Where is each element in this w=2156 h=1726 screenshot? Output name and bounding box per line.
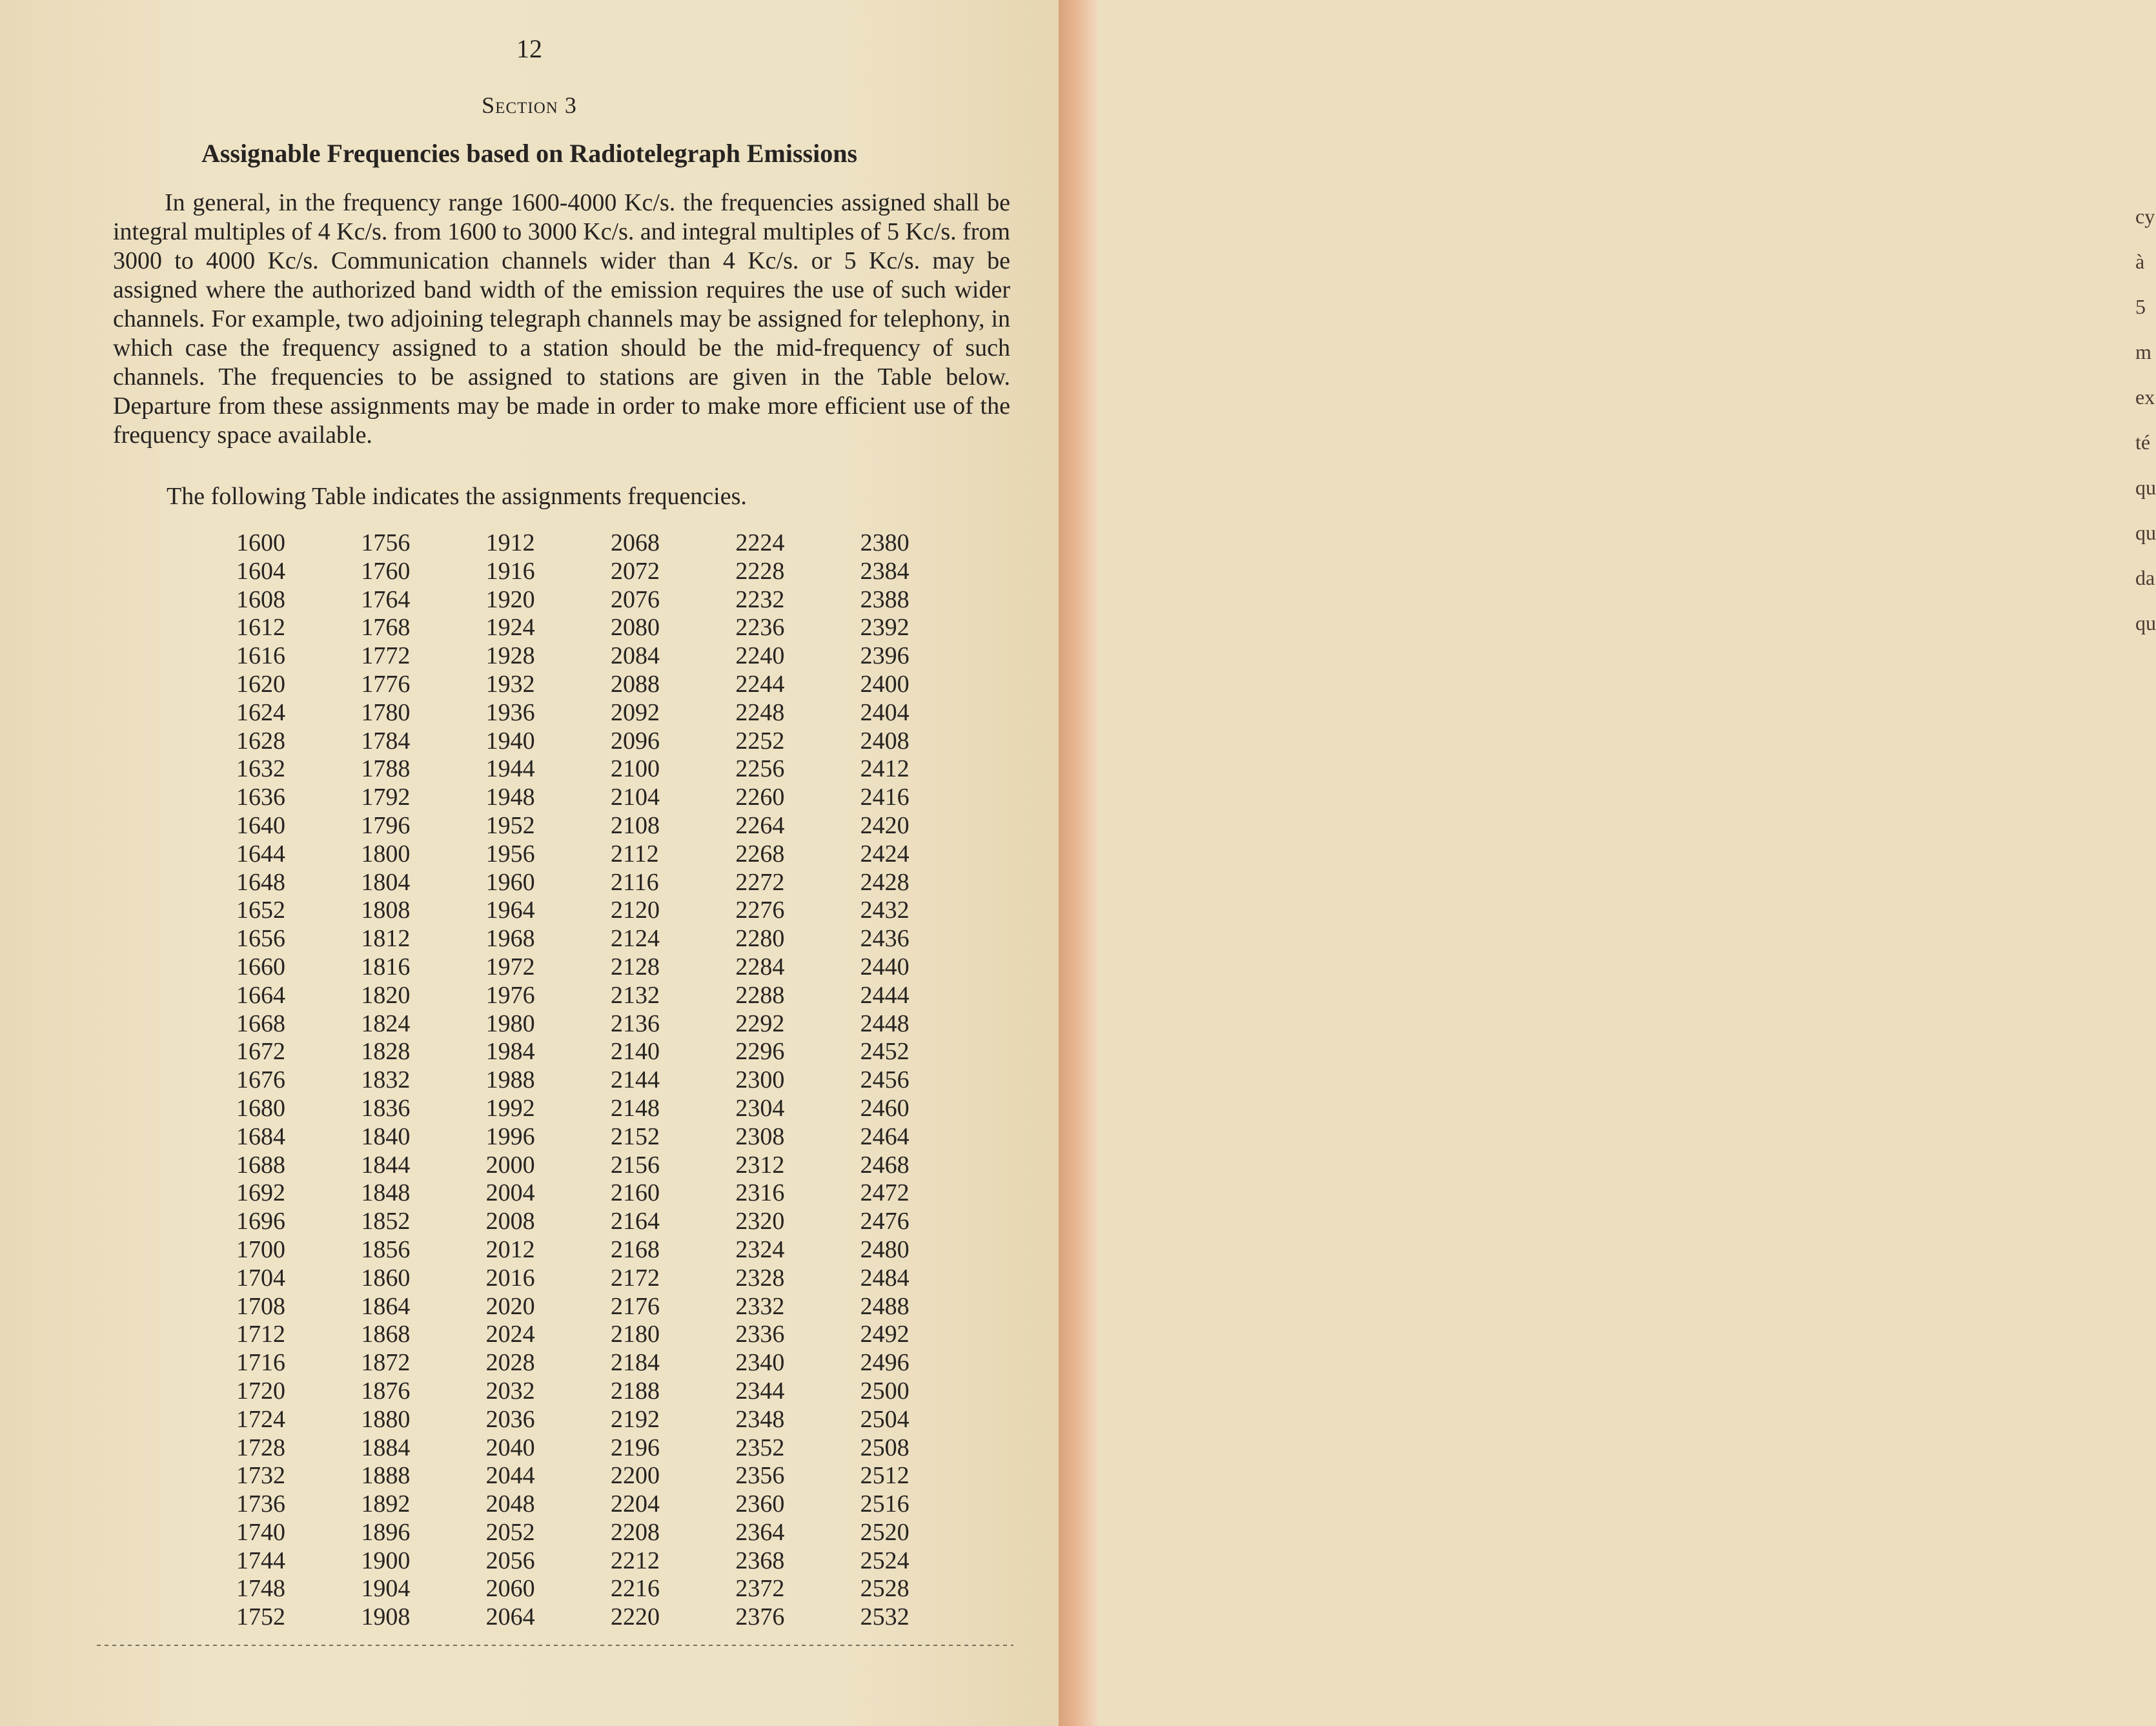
frequency-cell: 2392	[860, 614, 910, 642]
frequency-cell: 1776	[361, 670, 411, 698]
frequency-cell: 2272	[735, 868, 785, 896]
frequency-cell: 1780	[361, 698, 411, 726]
frequency-cell: 2276	[735, 897, 785, 924]
frequency-cell: 2448	[860, 1010, 910, 1037]
frequency-cell: 2172	[610, 1264, 660, 1292]
frequency-cell: 2316	[735, 1179, 785, 1207]
frequency-cell: 2192	[610, 1405, 660, 1433]
frequency-cell: 2168	[610, 1235, 660, 1263]
frequency-cell: 1764	[361, 585, 411, 613]
frequency-cell: 1968	[485, 925, 535, 953]
frequency-cell: 2032	[485, 1377, 535, 1405]
frequency-cell: 2452	[860, 1038, 910, 1066]
frequency-cell: 1956	[485, 840, 535, 868]
frequency-cell: 1748	[236, 1575, 285, 1603]
frequency-cell: 1756	[361, 529, 411, 556]
frequency-cell: 2524	[860, 1547, 910, 1574]
frequency-cell: 1784	[361, 727, 411, 755]
frequency-cell: 2080	[610, 614, 660, 642]
frequency-cell: 2488	[860, 1292, 910, 1320]
frequency-cell: 2464	[860, 1122, 910, 1150]
frequency-cell: 2064	[485, 1603, 535, 1631]
frequency-cell: 2240	[735, 642, 785, 670]
frequency-cell: 1744	[236, 1547, 285, 1574]
frequency-cell: 2480	[860, 1235, 910, 1263]
frequency-cell: 1928	[485, 642, 535, 670]
frequency-cell: 1808	[361, 897, 411, 924]
frequency-cell: 1708	[236, 1292, 285, 1320]
frequency-cell: 1616	[236, 642, 285, 670]
frequency-cell: 2176	[610, 1292, 660, 1320]
frequency-cell: 2504	[860, 1405, 910, 1433]
frequency-cell: 1944	[485, 755, 535, 783]
frequency-cell: 1648	[236, 868, 285, 896]
frequency-cell: 1768	[361, 614, 411, 642]
frequency-cell: 2188	[610, 1377, 660, 1405]
frequency-cell: 2388	[860, 585, 910, 613]
frequency-cell: 2116	[610, 868, 659, 896]
fragment-text: da	[2135, 566, 2155, 589]
table-column	[611, 529, 735, 1632]
frequency-cell: 1976	[485, 981, 535, 1009]
frequency-cell: 2372	[735, 1575, 785, 1603]
frequency-cell: 2072	[610, 557, 660, 585]
frequency-cell: 2196	[610, 1434, 660, 1461]
frequency-cell: 2048	[485, 1490, 535, 1518]
frequency-cell: 1940	[485, 727, 535, 755]
fragment-text: qu	[2135, 611, 2156, 635]
frequency-cell: 1964	[485, 897, 535, 924]
frequency-cell: 2144	[610, 1066, 660, 1094]
fragment-text: cy	[2135, 205, 2155, 228]
frequency-cell: 1888	[361, 1462, 411, 1490]
frequency-cell: 1736	[236, 1490, 285, 1518]
frequency-cell: 2412	[860, 755, 910, 783]
frequency-cell: 1728	[236, 1434, 285, 1461]
frequency-cell: 1676	[236, 1066, 285, 1094]
frequency-cell: 2444	[860, 981, 910, 1009]
frequency-cell: 2084	[610, 642, 660, 670]
frequency-cell: 2396	[860, 642, 910, 670]
frequency-cell: 2512	[860, 1462, 910, 1490]
section-title: Assignable Frequencies based on Radiotelegraph Emissions	[201, 139, 858, 168]
table-column	[486, 529, 611, 1632]
frequency-cell: 2492	[860, 1321, 910, 1348]
frequency-cell: 2020	[485, 1292, 535, 1320]
frequency-cell: 2264	[735, 811, 785, 839]
frequency-cell: 2040	[485, 1434, 535, 1461]
frequency-cell: 2212	[610, 1547, 660, 1574]
frequency-cell: 2252	[735, 727, 785, 755]
frequency-cell: 1980	[485, 1010, 535, 1037]
frequency-cell: 1972	[485, 953, 535, 980]
frequency-cell: 1952	[485, 811, 535, 839]
table-intro: The following Table indicates the assignments frequencies.	[167, 483, 747, 510]
table-column	[735, 529, 860, 1632]
frequency-cell: 2000	[485, 1151, 535, 1179]
frequency-cell: 2340	[735, 1349, 785, 1377]
frequency-cell: 2104	[610, 784, 660, 811]
frequency-cell: 2232	[735, 585, 785, 613]
frequency-cell: 1892	[361, 1490, 411, 1518]
frequency-cell: 1960	[485, 868, 535, 896]
frequency-cell: 2328	[735, 1264, 785, 1292]
frequency-cell: 2112	[610, 840, 659, 868]
frequency-cell: 2016	[485, 1264, 535, 1292]
frequency-cell: 2416	[860, 784, 910, 811]
page-number: 12	[516, 34, 542, 63]
frequency-cell: 2120	[610, 897, 660, 924]
fragment-text: té	[2135, 431, 2151, 454]
frequency-cell: 2484	[860, 1264, 910, 1292]
frequency-cell: 1740	[236, 1518, 285, 1546]
frequency-cell: 1912	[485, 529, 535, 556]
frequency-cell: 1868	[361, 1321, 411, 1348]
frequency-cell: 2208	[610, 1518, 660, 1546]
frequency-cell: 2204	[610, 1490, 660, 1518]
frequency-cell: 1804	[361, 868, 411, 896]
frequency-cell: 2368	[735, 1547, 785, 1574]
frequency-cell: 1812	[361, 925, 411, 953]
frequency-cell: 2268	[735, 840, 785, 868]
frequency-cell: 1992	[485, 1094, 535, 1122]
frequency-cell: 2224	[735, 529, 785, 556]
frequency-cell: 1600	[236, 529, 285, 556]
frequency-cell: 2136	[610, 1010, 660, 1037]
frequency-cell: 1624	[236, 698, 285, 726]
frequency-cell: 1612	[236, 614, 285, 642]
frequency-cell: 2124	[610, 925, 660, 953]
fragment-text: qu	[2135, 476, 2156, 499]
frequency-cell: 2036	[485, 1405, 535, 1433]
frequency-cell: 2532	[860, 1603, 910, 1631]
frequency-cell: 1696	[236, 1208, 285, 1235]
frequency-cell: 2324	[735, 1235, 785, 1263]
frequency-cell: 2068	[610, 529, 660, 556]
frequency-cell: 2440	[860, 953, 910, 980]
frequency-cell: 2420	[860, 811, 910, 839]
frequency-cell: 1660	[236, 953, 285, 980]
frequency-cell: 2008	[485, 1208, 535, 1235]
fragment-text: m	[2135, 340, 2151, 363]
frequency-cell: 1788	[361, 755, 411, 783]
frequency-cell: 2044	[485, 1462, 535, 1490]
frequency-cell: 1836	[361, 1094, 411, 1122]
frequency-cell: 2380	[860, 529, 910, 556]
frequency-cell: 1608	[236, 585, 285, 613]
frequency-cell: 1656	[236, 925, 285, 953]
frequency-cell: 2160	[610, 1179, 660, 1207]
frequency-cell: 2256	[735, 755, 785, 783]
frequency-table	[236, 529, 985, 1631]
frequency-cell: 1828	[361, 1038, 411, 1066]
frequency-cell: 1824	[361, 1010, 411, 1037]
frequency-cell: 2156	[610, 1151, 660, 1179]
frequency-cell: 2184	[610, 1349, 660, 1377]
frequency-cell: 2092	[610, 698, 660, 726]
frequency-cell: 2332	[735, 1292, 785, 1320]
frequency-cell: 1872	[361, 1349, 411, 1377]
frequency-cell: 1800	[361, 840, 411, 868]
frequency-cell: 2164	[610, 1208, 660, 1235]
frequency-cell: 2376	[735, 1603, 785, 1631]
frequency-cell: 1628	[236, 727, 285, 755]
frequency-cell: 2520	[860, 1518, 910, 1546]
frequency-cell: 2028	[485, 1349, 535, 1377]
frequency-cell: 2528	[860, 1575, 910, 1603]
frequency-cell: 2308	[735, 1122, 785, 1150]
frequency-cell: 1692	[236, 1179, 285, 1207]
frequency-cell: 1724	[236, 1405, 285, 1433]
frequency-cell: 1668	[236, 1010, 285, 1037]
frequency-cell: 1924	[485, 614, 535, 642]
frequency-cell: 1908	[361, 1603, 411, 1631]
frequency-cell: 1732	[236, 1462, 285, 1490]
frequency-cell: 1632	[236, 755, 285, 783]
frequency-cell: 1988	[485, 1066, 535, 1094]
frequency-cell: 2424	[860, 840, 910, 868]
frequency-cell: 2436	[860, 925, 910, 953]
fragment-text: qu	[2135, 521, 2156, 544]
frequency-cell: 2228	[735, 557, 785, 585]
body-paragraph	[113, 188, 1010, 450]
frequency-cell: 1640	[236, 811, 285, 839]
frequency-cell: 1664	[236, 981, 285, 1009]
frequency-cell: 1884	[361, 1434, 411, 1461]
frequency-cell: 1716	[236, 1349, 285, 1377]
frequency-cell: 2200	[610, 1462, 660, 1490]
frequency-cell: 2320	[735, 1208, 785, 1235]
frequency-cell: 2384	[860, 557, 910, 585]
frequency-cell: 1620	[236, 670, 285, 698]
facing-page-edge	[1059, 0, 2156, 1726]
frequency-cell: 2236	[735, 614, 785, 642]
frequency-cell: 1860	[361, 1264, 411, 1292]
frequency-cell: 2312	[735, 1151, 785, 1179]
frequency-cell: 2100	[610, 755, 660, 783]
section-heading: Section 3	[482, 92, 577, 118]
document-page	[0, 0, 1059, 1726]
frequency-cell: 2468	[860, 1151, 910, 1179]
frequency-cell: 2056	[485, 1547, 535, 1574]
frequency-cell: 2360	[735, 1490, 785, 1518]
frequency-cell: 1832	[361, 1066, 411, 1094]
frequency-cell: 2344	[735, 1377, 785, 1405]
frequency-cell: 2152	[610, 1122, 660, 1150]
frequency-cell: 2352	[735, 1434, 785, 1461]
frequency-cell: 1644	[236, 840, 285, 868]
frequency-cell: 1844	[361, 1151, 411, 1179]
frequency-cell: 2128	[610, 953, 660, 980]
frequency-cell: 2516	[860, 1490, 910, 1518]
frequency-cell: 1864	[361, 1292, 411, 1320]
frequency-cell: 2288	[735, 981, 785, 1009]
frequency-cell: 2076	[610, 585, 660, 613]
frequency-cell: 2180	[610, 1321, 660, 1348]
frequency-cell: 2260	[735, 784, 785, 811]
frequency-cell: 2364	[735, 1518, 785, 1546]
frequency-cell: 1652	[236, 897, 285, 924]
frequency-cell: 2012	[485, 1235, 535, 1263]
frequency-cell: 2296	[735, 1038, 785, 1066]
paragraph-text: In general, in the frequency range 1600-4000 Kc/s. the frequencies assigned shall be integral multiples of 4 Kc/s. from 1600 to 3000 Kc/s. and integral multiples of 5 Kc/s. from 3000 to 4000 Kc/s. Communication channels wider than 4 Kc/s. or 5 Kc/s. may be assigned where the authorized band width of the emission requires the use of such wider channels. For example, two adjoining telegraph channels may be assigned for telephony, in which case the frequency assigned to a station should be the mid-frequency of such channels. The frequencies to be assigned to stations are given in the Table below. Departure from these assignments may be made in order to make more efficient use of the frequency space available.	[113, 189, 1010, 449]
frequency-cell: 1880	[361, 1405, 411, 1433]
table-column	[361, 529, 485, 1632]
fragment-text: ex	[2135, 385, 2155, 409]
frequency-cell: 2404	[860, 698, 910, 726]
frequency-cell: 1680	[236, 1094, 285, 1122]
frequency-cell: 2508	[860, 1434, 910, 1461]
frequency-cell: 2472	[860, 1179, 910, 1207]
bottom-rule	[97, 1645, 1013, 1646]
frequency-cell: 1712	[236, 1321, 285, 1348]
frequency-cell: 1752	[236, 1603, 285, 1631]
frequency-cell: 2148	[610, 1094, 660, 1122]
frequency-cell: 2300	[735, 1066, 785, 1094]
frequency-cell: 2400	[860, 670, 910, 698]
frequency-cell: 2500	[860, 1377, 910, 1405]
frequency-cell: 2096	[610, 727, 660, 755]
frequency-cell: 1904	[361, 1575, 411, 1603]
frequency-cell: 2132	[610, 981, 660, 1009]
frequency-cell: 2108	[610, 811, 660, 839]
frequency-cell: 1876	[361, 1377, 411, 1405]
frequency-cell: 2004	[485, 1179, 535, 1207]
frequency-cell: 1840	[361, 1122, 411, 1150]
frequency-cell: 1916	[485, 557, 535, 585]
frequency-cell: 1856	[361, 1235, 411, 1263]
frequency-cell: 1820	[361, 981, 411, 1009]
frequency-cell: 2428	[860, 868, 910, 896]
frequency-cell: 2336	[735, 1321, 785, 1348]
frequency-cell: 1700	[236, 1235, 285, 1263]
frequency-cell: 2432	[860, 897, 910, 924]
frequency-cell: 2280	[735, 925, 785, 953]
frequency-cell: 1792	[361, 784, 411, 811]
frequency-cell: 1772	[361, 642, 411, 670]
frequency-cell: 2456	[860, 1066, 910, 1094]
frequency-cell: 1760	[361, 557, 411, 585]
table-column	[860, 529, 985, 1632]
fragment-text: à	[2135, 250, 2145, 273]
frequency-cell: 1996	[485, 1122, 535, 1150]
frequency-cell: 2052	[485, 1518, 535, 1546]
frequency-cell: 2304	[735, 1094, 785, 1122]
frequency-cell: 2024	[485, 1321, 535, 1348]
frequency-cell: 1704	[236, 1264, 285, 1292]
frequency-cell: 2476	[860, 1208, 910, 1235]
frequency-cell: 1636	[236, 784, 285, 811]
frequency-cell: 2496	[860, 1349, 910, 1377]
frequency-cell: 1932	[485, 670, 535, 698]
frequency-cell: 1936	[485, 698, 535, 726]
frequency-cell: 1852	[361, 1208, 411, 1235]
frequency-cell: 2408	[860, 727, 910, 755]
frequency-cell: 2216	[610, 1575, 660, 1603]
frequency-cell: 1796	[361, 811, 411, 839]
frequency-cell: 2284	[735, 953, 785, 980]
frequency-cell: 2244	[735, 670, 785, 698]
facing-page-fragments	[2135, 194, 2156, 645]
frequency-cell: 1900	[361, 1547, 411, 1574]
frequency-cell: 2088	[610, 670, 660, 698]
frequency-cell: 1848	[361, 1179, 411, 1207]
frequency-cell: 1720	[236, 1377, 285, 1405]
frequency-cell: 1920	[485, 585, 535, 613]
frequency-cell: 2248	[735, 698, 785, 726]
frequency-cell: 1604	[236, 557, 285, 585]
frequency-cell: 2356	[735, 1462, 785, 1490]
frequency-cell: 2060	[485, 1575, 535, 1603]
frequency-cell: 1896	[361, 1518, 411, 1546]
frequency-cell: 1672	[236, 1038, 285, 1066]
frequency-cell: 2220	[610, 1603, 660, 1631]
frequency-cell: 2140	[610, 1038, 660, 1066]
frequency-cell: 1688	[236, 1151, 285, 1179]
table-column	[236, 529, 361, 1632]
frequency-cell: 2292	[735, 1010, 785, 1037]
frequency-cell: 1948	[485, 784, 535, 811]
frequency-cell: 2348	[735, 1405, 785, 1433]
frequency-cell: 1816	[361, 953, 411, 980]
frequency-cell: 1684	[236, 1122, 285, 1150]
frequency-cell: 2460	[860, 1094, 910, 1122]
fragment-text: 5	[2135, 295, 2146, 318]
frequency-cell: 1984	[485, 1038, 535, 1066]
